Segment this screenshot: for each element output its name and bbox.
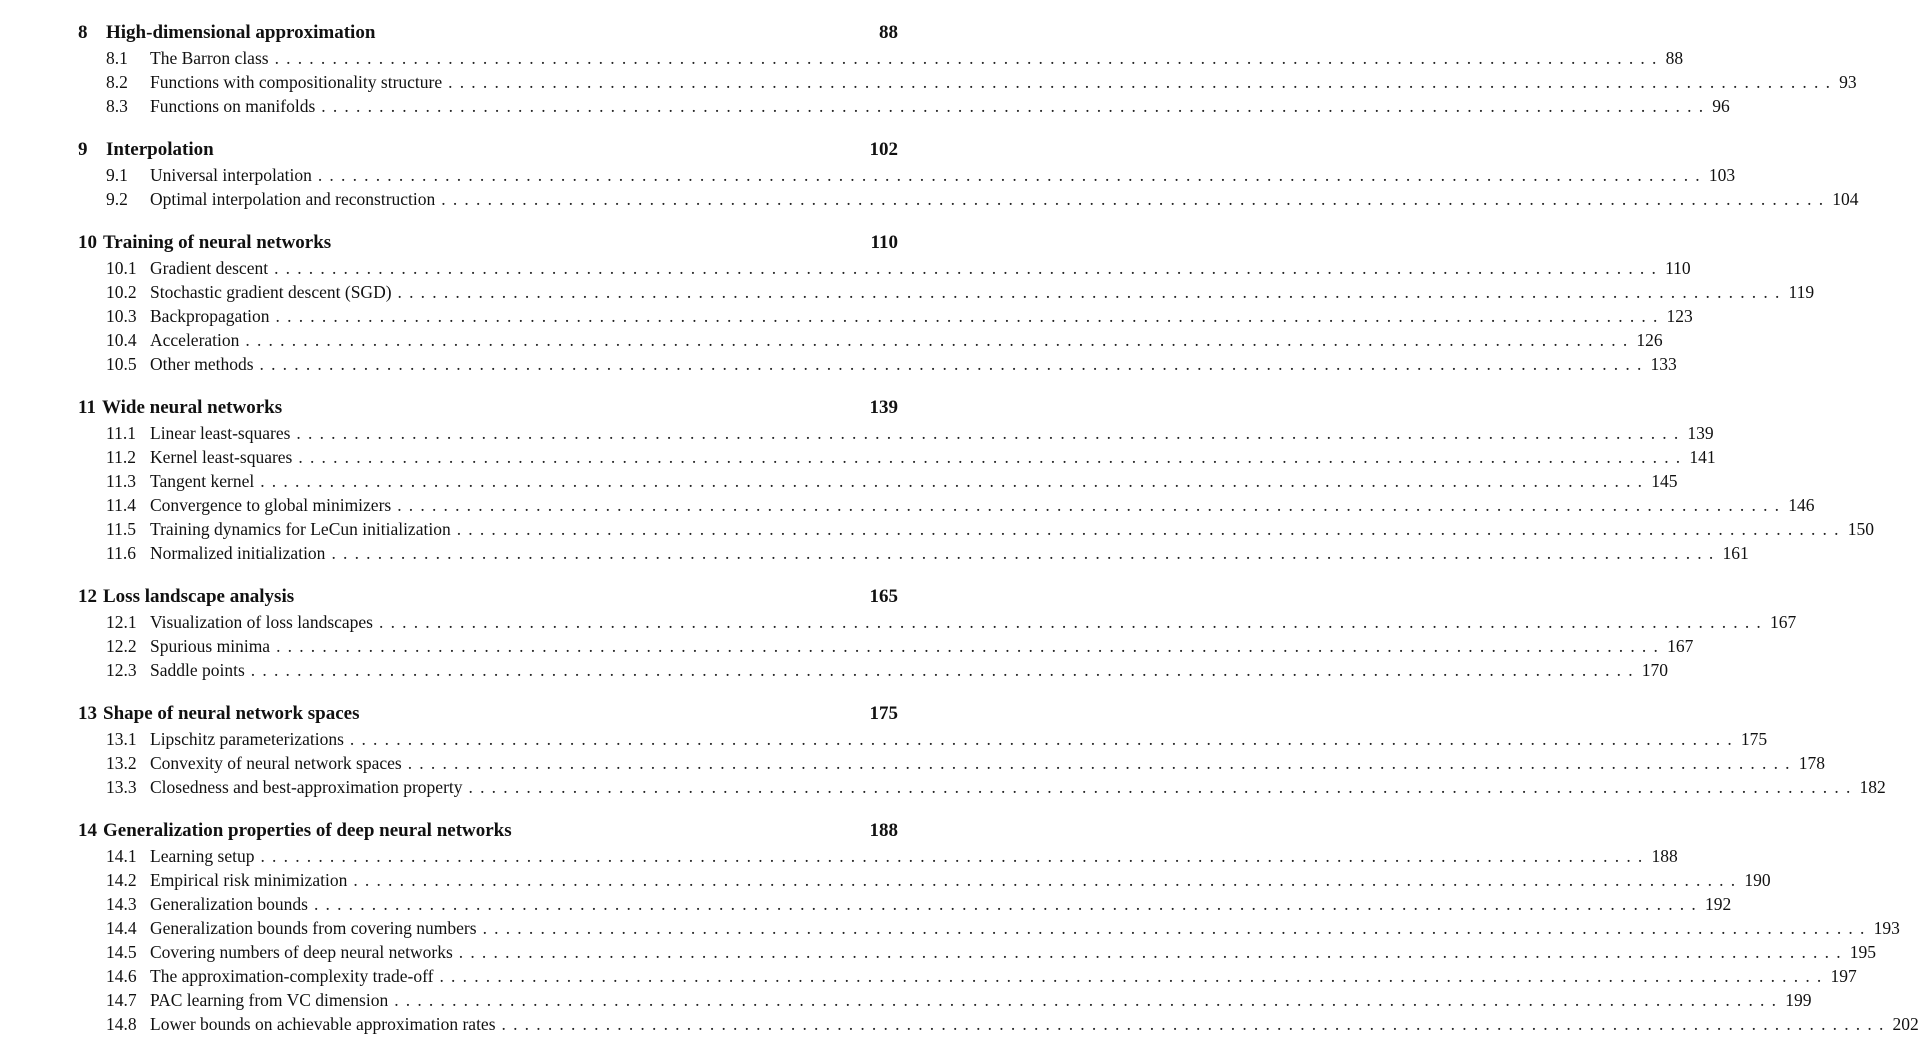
chapter-page-number: 139	[869, 397, 898, 418]
section-title[interactable]: Lower bounds on achievable approximation rates	[150, 1014, 496, 1034]
chapter-title[interactable]: Training of neural networks	[103, 232, 332, 253]
chapter-title[interactable]: Shape of neural network spaces	[103, 703, 360, 724]
section-entry[interactable]	[78, 471, 1678, 495]
section-title[interactable]: Normalized initialization	[150, 543, 326, 563]
section-number: 14.2	[106, 870, 137, 890]
section-title[interactable]: Empirical risk minimization	[150, 870, 348, 890]
dot-leader: ........................................................................................................................	[349, 729, 1739, 749]
chapter-title[interactable]: Generalization properties of deep neural networks	[103, 820, 512, 841]
section-title[interactable]: Other methods	[150, 354, 254, 374]
section-number: 10.3	[106, 306, 137, 326]
chapter-title[interactable]: Wide neural networks	[101, 397, 283, 418]
dot-leader: ........................................................................................................................	[317, 165, 1707, 185]
section-page-number: 197	[1830, 966, 1857, 986]
section-page-number: 193	[1873, 918, 1900, 938]
dot-leader: ........................................................................................................................	[482, 918, 1872, 938]
section-page-number: 133	[1650, 354, 1677, 374]
section-entry[interactable]	[78, 1014, 1919, 1038]
chapter-number: 10	[78, 232, 97, 253]
section-number: 10.1	[106, 258, 137, 278]
chapter-page-number: 188	[869, 820, 898, 841]
section-number: 11.4	[106, 495, 136, 515]
chapter-page-number: 175	[869, 703, 898, 724]
section-entry[interactable]	[78, 354, 1677, 378]
section-number: 13.1	[106, 729, 137, 749]
section-entry[interactable]	[78, 543, 1749, 567]
section-page-number: 167	[1770, 612, 1797, 632]
chapter-page-number: 102	[869, 139, 898, 160]
section-number: 9.2	[106, 189, 128, 209]
section-entry[interactable]	[78, 330, 1663, 354]
dot-leader: ........................................................................................................................	[379, 612, 1768, 632]
section-title[interactable]: PAC learning from VC dimension	[150, 990, 389, 1010]
chapter-heading[interactable]	[78, 703, 898, 729]
dot-leader: ........................................................................................................................	[321, 96, 1711, 116]
dot-leader: ........................................................................................................................	[298, 447, 1688, 467]
chapter-entry	[78, 586, 1797, 684]
section-entry[interactable]	[78, 519, 1874, 543]
section-page-number: 182	[1859, 777, 1886, 797]
dot-leader: ........................................................................................................................	[397, 282, 1787, 302]
section-title[interactable]: The Barron class	[150, 48, 269, 68]
chapter-number: 8	[78, 22, 88, 43]
section-page-number: 96	[1712, 96, 1730, 116]
dot-leader: ........................................................................................................................	[296, 423, 1686, 443]
section-number: 14.5	[106, 942, 137, 962]
chapter-entry	[78, 232, 1815, 378]
dot-leader: ........................................................................................................................	[259, 354, 1649, 374]
section-title[interactable]: Training dynamics for LeCun initialization	[150, 519, 451, 539]
chapter-heading[interactable]	[78, 586, 898, 612]
section-title[interactable]: The approximation-complexity trade-off	[150, 966, 434, 986]
chapter-number: 14	[78, 820, 97, 841]
section-title[interactable]: Covering numbers of deep neural networks	[150, 942, 453, 962]
section-entry[interactable]	[78, 660, 1669, 684]
section-page-number: 104	[1832, 189, 1859, 209]
chapter-heading[interactable]	[78, 139, 898, 165]
chapter-heading[interactable]	[78, 232, 898, 258]
section-number: 11.6	[106, 543, 136, 563]
section-number: 11.3	[106, 471, 136, 491]
section-number: 10.5	[106, 354, 137, 374]
chapter-title[interactable]: Loss landscape analysis	[103, 586, 295, 607]
chapter-number: 12	[78, 586, 97, 607]
dot-leader: ........................................................................................................................	[441, 189, 1831, 209]
section-page-number: 192	[1704, 894, 1732, 914]
section-number: 13.3	[106, 777, 137, 797]
section-number: 14.7	[106, 990, 137, 1010]
section-title[interactable]: Stochastic gradient descent (SGD)	[150, 282, 392, 302]
section-number: 12.2	[106, 636, 137, 656]
section-entry[interactable]	[78, 96, 1730, 120]
section-number: 9.1	[106, 165, 128, 185]
section-title[interactable]: Tangent kernel	[150, 471, 255, 491]
section-number: 14.8	[106, 1014, 137, 1034]
section-entry[interactable]	[78, 48, 1684, 72]
section-number: 8.3	[106, 96, 128, 116]
section-number: 14.3	[106, 894, 137, 914]
section-entry[interactable]	[78, 258, 1691, 282]
chapter-number: 13	[78, 703, 97, 724]
section-entry[interactable]	[78, 423, 1714, 447]
section-title[interactable]: Optimal interpolation and reconstruction	[150, 189, 436, 209]
chapter-number: 9	[78, 139, 88, 160]
section-entry[interactable]	[78, 894, 1732, 918]
dot-leader: ........................................................................................................................	[407, 753, 1797, 773]
section-title[interactable]: Spurious minima	[150, 636, 271, 656]
chapter-entry	[78, 139, 1859, 213]
section-entry[interactable]	[78, 990, 1812, 1014]
chapter-title[interactable]: High-dimensional approximation	[106, 22, 376, 43]
dot-leader: ........................................................................................................................	[456, 519, 1846, 539]
dot-leader: ........................................................................................................................	[468, 777, 1858, 797]
section-title[interactable]: Learning setup	[150, 846, 255, 866]
dot-leader: ........................................................................................................................	[276, 636, 1666, 656]
section-number: 11.5	[106, 519, 136, 539]
dot-leader: ........................................................................................................................	[439, 966, 1829, 986]
section-entry[interactable]	[78, 636, 1694, 660]
section-page-number: 103	[1708, 165, 1736, 185]
section-entry[interactable]	[78, 306, 1693, 330]
dot-leader: ........................................................................................................................	[397, 495, 1787, 515]
section-page-number: 202	[1892, 1014, 1919, 1034]
section-title[interactable]: Generalization bounds	[150, 894, 308, 914]
section-page-number: 199	[1785, 990, 1812, 1010]
section-page-number: 195	[1849, 942, 1877, 962]
dot-leader: ........................................................................................................................	[501, 1014, 1891, 1034]
section-title[interactable]: Acceleration	[150, 330, 240, 350]
section-page-number: 170	[1641, 660, 1669, 680]
section-page-number: 161	[1722, 543, 1749, 563]
section-title[interactable]: Visualization of loss landscapes	[150, 612, 373, 632]
chapter-page-number: 88	[879, 22, 898, 43]
section-entry[interactable]	[78, 942, 1877, 966]
section-page-number: 175	[1740, 729, 1768, 749]
section-title[interactable]: Universal interpolation	[150, 165, 312, 185]
section-title[interactable]: Gradient descent	[150, 258, 269, 278]
dot-leader: ........................................................................................................................	[353, 870, 1743, 890]
dot-leader: ........................................................................................................................	[245, 330, 1635, 350]
section-number: 10.2	[106, 282, 137, 302]
chapter-entry	[78, 397, 1874, 567]
section-page-number: 123	[1666, 306, 1693, 326]
section-page-number: 188	[1651, 846, 1678, 866]
section-page-number: 150	[1847, 519, 1874, 539]
section-title[interactable]: Saddle points	[150, 660, 245, 680]
section-title[interactable]: Lipschitz parameterizations	[150, 729, 344, 749]
chapter-page-number: 165	[869, 586, 898, 607]
dot-leader: ........................................................................................................................	[313, 894, 1703, 914]
chapter-entry	[78, 820, 1919, 1038]
section-page-number: 141	[1689, 447, 1716, 467]
section-entry[interactable]	[78, 966, 1857, 990]
section-entry[interactable]	[78, 870, 1771, 894]
section-page-number: 139	[1687, 423, 1714, 443]
section-page-number: 167	[1667, 636, 1694, 656]
dot-leader: ........................................................................................................................	[331, 543, 1721, 563]
section-page-number: 145	[1651, 471, 1678, 491]
chapter-title[interactable]: Interpolation	[106, 139, 214, 160]
section-title[interactable]: Generalization bounds from covering numbers	[150, 918, 477, 938]
section-entry[interactable]	[78, 612, 1797, 636]
dot-leader: ........................................................................................................................	[448, 72, 1838, 92]
section-page-number: 93	[1839, 72, 1857, 92]
section-title[interactable]: Convexity of neural network spaces	[150, 753, 402, 773]
chapter-number: 11	[78, 397, 96, 418]
section-number: 10.4	[106, 330, 137, 350]
section-entry[interactable]	[78, 495, 1815, 519]
section-page-number: 88	[1665, 48, 1684, 68]
dot-leader: ........................................................................................................................	[458, 942, 1848, 962]
section-title[interactable]: Functions on manifolds	[150, 96, 316, 116]
section-page-number: 119	[1788, 282, 1815, 302]
section-entry[interactable]	[78, 777, 1886, 801]
section-number: 13.2	[106, 753, 137, 773]
section-page-number: 146	[1788, 495, 1815, 515]
section-number: 12.3	[106, 660, 137, 680]
section-entry[interactable]	[78, 189, 1859, 213]
section-number: 12.1	[106, 612, 137, 632]
section-page-number: 178	[1798, 753, 1825, 773]
chapter-entry	[78, 22, 1857, 120]
section-number: 8.1	[106, 48, 128, 68]
section-entry[interactable]	[78, 753, 1825, 777]
section-title[interactable]: Convergence to global minimizers	[150, 495, 392, 515]
section-number: 14.6	[106, 966, 137, 986]
section-entry[interactable]	[78, 165, 1736, 189]
section-entry[interactable]	[78, 447, 1716, 471]
section-entry[interactable]	[78, 72, 1857, 96]
section-number: 14.4	[106, 918, 137, 938]
section-number: 11.1	[106, 423, 136, 443]
dot-leader: ........................................................................................................................	[274, 258, 1664, 278]
section-title[interactable]: Linear least-squares	[150, 423, 291, 443]
section-title[interactable]: Backpropagation	[150, 306, 270, 326]
dot-leader: ........................................................................................................................	[260, 846, 1650, 866]
section-title[interactable]: Closedness and best-approximation property	[150, 777, 463, 797]
chapter-page-number: 110	[870, 232, 898, 253]
chapter-entry	[78, 703, 1886, 801]
chapter-heading[interactable]	[78, 397, 898, 423]
section-entry[interactable]	[78, 282, 1815, 306]
section-entry[interactable]	[78, 918, 1900, 942]
dot-leader: ........................................................................................................................	[250, 660, 1640, 680]
section-title[interactable]: Kernel least-squares	[150, 447, 293, 467]
dot-leader: ........................................................................................................................	[274, 48, 1664, 68]
section-page-number: 126	[1636, 330, 1663, 350]
section-number: 11.2	[106, 447, 136, 467]
dot-leader: ........................................................................................................................	[260, 471, 1650, 491]
section-entry[interactable]	[78, 729, 1768, 753]
dot-leader: ........................................................................................................................	[394, 990, 1784, 1010]
table-of-contents	[78, 22, 1919, 1038]
dot-leader: ........................................................................................................................	[275, 306, 1665, 326]
section-number: 14.1	[106, 846, 137, 866]
chapter-heading[interactable]	[78, 820, 898, 846]
section-page-number: 190	[1744, 870, 1771, 890]
section-page-number: 110	[1665, 258, 1691, 278]
chapter-heading[interactable]	[78, 22, 898, 48]
section-number: 8.2	[106, 72, 128, 92]
section-entry[interactable]	[78, 846, 1678, 870]
section-title[interactable]: Functions with compositionality structure	[150, 72, 443, 92]
